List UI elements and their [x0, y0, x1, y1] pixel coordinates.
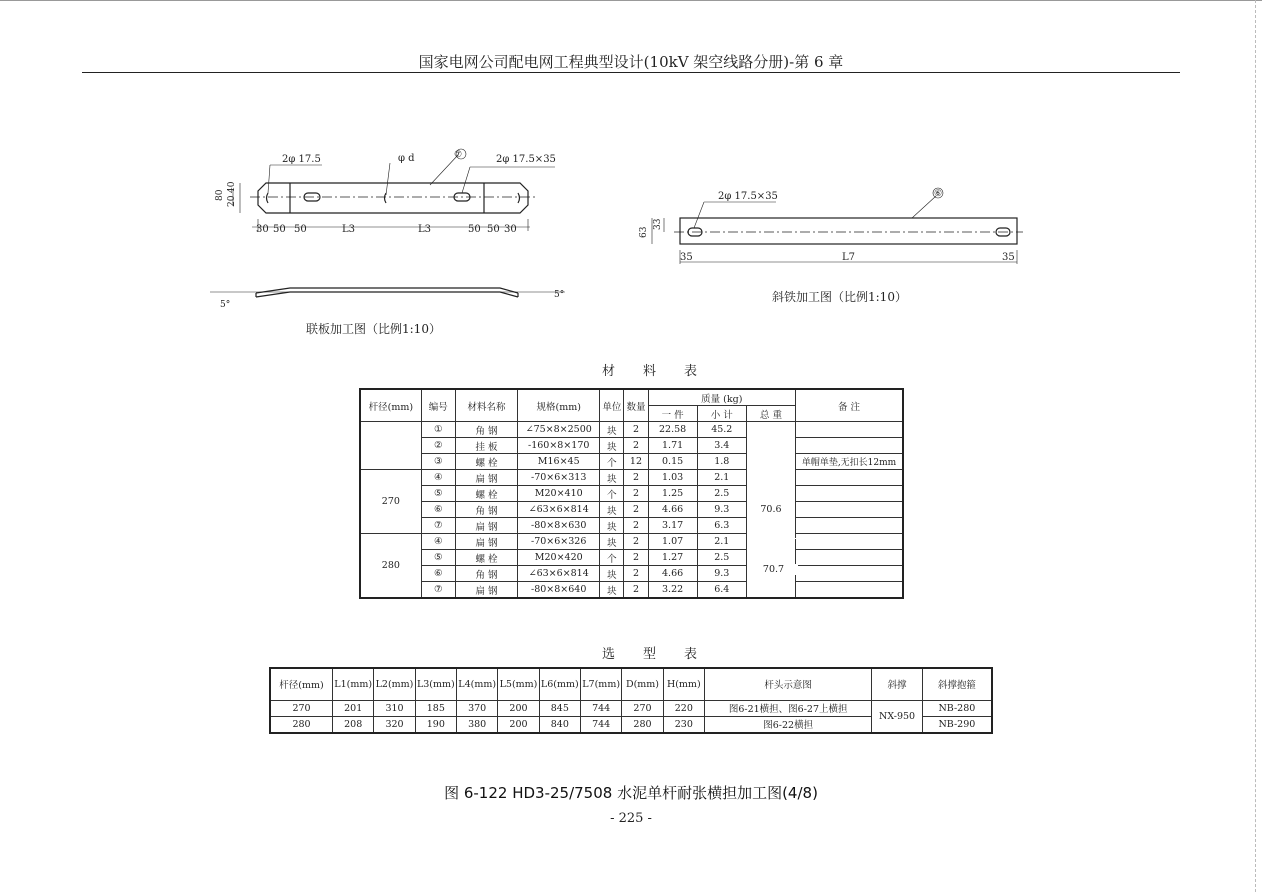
page-number: - 225 - — [610, 811, 652, 826]
dim-mid: L7 — [842, 252, 856, 263]
h2-label: 20 — [227, 195, 237, 207]
hole-mid-label: φ d — [398, 153, 415, 164]
table-row: 280 208 320 190 380 200 840 744 280 230 图6-22横担 NB-290 — [270, 716, 992, 733]
item-label: ⑦ — [453, 150, 463, 160]
table-row: ⑦ 扁 钢 -80×8×630 块 2 3.17 6.3 — [360, 518, 903, 534]
link-plate-caption: 联板加工图（比例1:10） — [306, 322, 441, 336]
total-280: 70.7 — [749, 564, 798, 575]
table-row: ⑤ 螺 栓 M20×410 个 2 1.25 2.5 — [360, 486, 903, 502]
item-label: ⑥ — [933, 189, 943, 199]
dim-1: 50 — [273, 224, 286, 235]
material-table — [359, 388, 904, 599]
figure-caption: 图 6-122 HD3-25/7508 水泥单杆耐张横担加工图(4/8) — [444, 784, 818, 802]
dim-right: 35 — [1002, 252, 1015, 263]
link-plate-drawing — [200, 145, 580, 315]
selection-header-row: 杆径(mm) L1(mm) L2(mm) L3(mm) L4(mm) L5(mm) L6(mm) L7(mm) D(mm) H(mm) 杆头示意图 斜撑 斜撑抱箍 — [270, 668, 992, 700]
plate-outline — [258, 183, 528, 213]
dim-3: L3 — [342, 224, 356, 235]
table-row: ② 挂 板 -160×8×170 块 2 1.71 3.4 — [360, 438, 903, 454]
table-row: 270 201 310 185 370 200 845 744 270 220 图6-21横担、图6-27上横担 NX-950 NB-280 — [270, 700, 992, 716]
material-header-row: 杆径(mm) 编号 材料名称 规格(mm) 单位 数量 质量 (kg) 备 注 — [360, 389, 903, 406]
diagonal-iron-drawing — [630, 180, 1030, 280]
dim-7: 30 — [504, 224, 517, 235]
page-header-title: 国家电网公司配电网工程典型设计(10kV 架空线路分册)-第 6 章 — [418, 53, 844, 71]
table-row: ③ 螺 栓 M16×45 个 12 0.15 1.8 单帽单垫,无扣长12mm — [360, 454, 903, 470]
hole-right-label: 2φ 17.5×35 — [496, 154, 556, 165]
hole-label: 2φ 17.5×35 — [718, 191, 778, 202]
table-row: ⑥ 角 钢 ∠63×6×814 块 2 4.66 9.3 — [360, 566, 903, 582]
selection-table-title: 选 型 表 — [602, 647, 698, 662]
dim-2: 50 — [294, 224, 307, 235]
total-divider — [749, 538, 798, 539]
table-row: 270 ④ 扁 钢 -70×6×313 块 2 1.03 2.1 — [360, 470, 903, 486]
dim-left: 35 — [680, 252, 693, 263]
dim-0: 30 — [256, 224, 269, 235]
dim-6: 50 — [487, 224, 500, 235]
table-row: ① 角 钢 ∠75×8×2500 块 2 22.58 45.2 70.6 — [360, 422, 903, 438]
h2-label: 33 — [653, 218, 663, 230]
table-row: ⑦ 扁 钢 -80×8×640 块 2 3.22 6.4 — [360, 582, 903, 599]
hole-left-label: 2φ 17.5 — [282, 154, 321, 165]
material-table-title: 材 料 表 — [602, 364, 698, 379]
height-label: 80 — [215, 189, 225, 201]
angle-right-label: 5° — [554, 290, 565, 300]
dim-5: 50 — [468, 224, 481, 235]
header-rule — [82, 72, 1180, 73]
material-subheader-row: 一 件 小 计 总 重 — [360, 406, 903, 422]
selection-table — [269, 667, 993, 734]
dim-4: L3 — [418, 224, 432, 235]
table-row: ⑤ 螺 栓 M20×420 个 2 1.27 2.5 — [360, 550, 903, 566]
angle-left-label: 5° — [220, 300, 231, 310]
table-row: ⑥ 角 钢 ∠63×6×814 块 2 4.66 9.3 — [360, 502, 903, 518]
table-row: 280 ④ 扁 钢 -70×6×326 块 2 1.07 2.1 — [360, 534, 903, 550]
diagonal-iron-caption: 斜铁加工图（比例1:10） — [772, 290, 907, 304]
page-frame-right — [1255, 0, 1256, 892]
h3-label: 40 — [227, 181, 237, 193]
h1-label: 63 — [639, 226, 649, 238]
page-frame-top — [0, 0, 1262, 1]
iron-outline — [680, 218, 1017, 244]
